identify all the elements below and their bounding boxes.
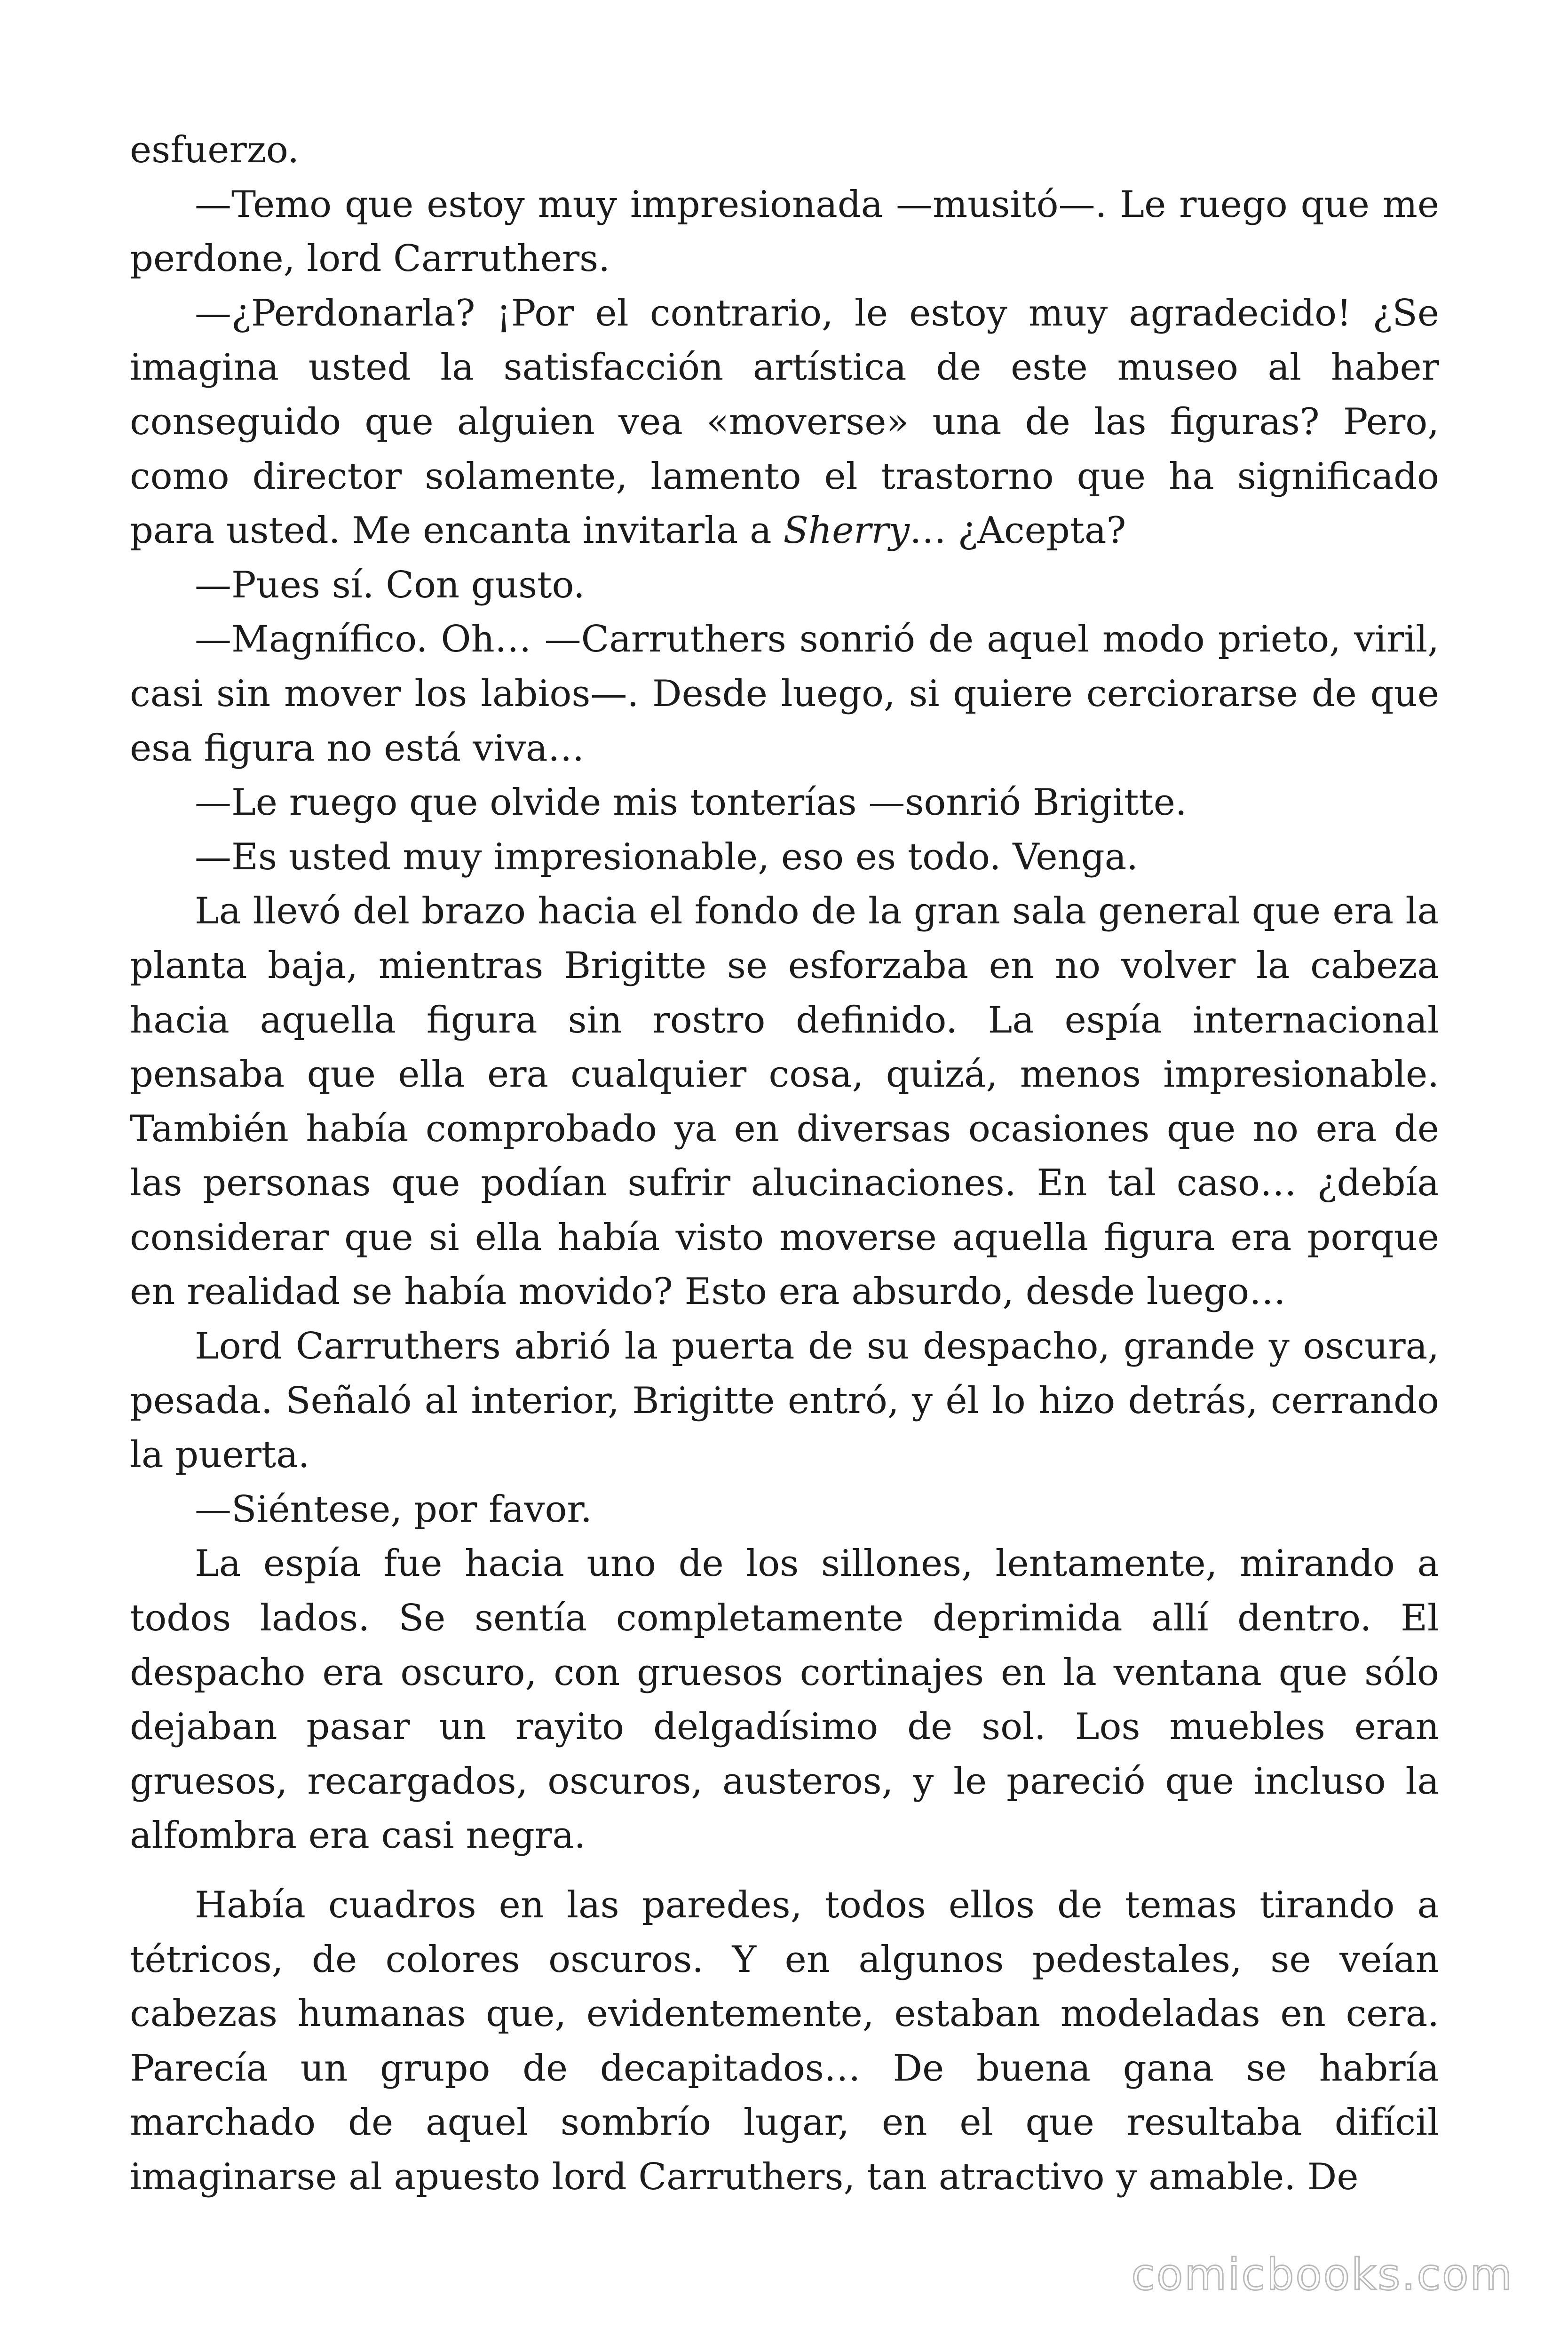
paragraph-11: La espía fue hacia uno de los sillones, lentamente, mirando a todos lados. Se sentía completamente deprimida allí dentro. El despacho era oscuro, con gruesos cortinajes en la ventana que sólo dejaban pasar un rayito delgadísimo de sol. Los muebles eran gruesos, recargados, oscuros, austeros, y le pareció que incluso la alfombra era casi negra. <box>130 1542 1439 1857</box>
body-text <box>130 123 1439 2205</box>
paragraph-5: —Magnífico. Oh… —Carruthers sonrió de aquel modo prieto, viril, casi sin mover los labios—. Desde luego, si quiere cerciorarse de que esa figura no está viva… <box>130 618 1439 770</box>
paragraph-9: Lord Carruthers abrió la puerta de su despacho, grande y oscura, pesada. Señaló al interior, Brigitte entró, y él lo hizo detrás, cerrando la puerta. <box>130 1325 1439 1477</box>
paragraph-3: —¿Perdonarla? ¡Por el contrario, le estoy muy agradecido! ¿Se imagina usted la satisfacción artística de este museo al haber conseguido que alguien vea «moverse» una de las figuras? Pero, como director solamente, lamento el trastorno que ha significado para usted. Me encanta invitarla a Sherry… ¿Acepta? <box>130 292 1439 552</box>
paragraph-6: —Le ruego que olvide mis tonterías —sonrió Brigitte. <box>195 781 1187 824</box>
paragraph-12: Había cuadros en las paredes, todos ellos de temas tirando a tétricos, de colores oscuros. Y en algunos pedestales, se veían cabezas humanas que, evidentemente, estaban modeladas en cera. Parecía un grupo de decapitados… De buena gana se habría marchado de aquel sombrío lugar, en el que resultaba difícil imaginarse al apuesto lord Carruthers, tan atractivo y amable. De <box>130 1884 1439 2198</box>
paragraph-1: esfuerzo. <box>130 129 300 171</box>
watermark: comicbooks.com <box>1131 2249 1513 2300</box>
paragraph-4: —Pues sí. Con gusto. <box>195 564 585 606</box>
paragraph-2: —Temo que estoy muy impresionada —musitó—. Le ruego que me perdone, lord Carruthers. <box>130 183 1439 280</box>
paragraph-10: —Siéntese, por favor. <box>195 1488 592 1531</box>
paragraph-7: —Es usted muy impresionable, eso es todo. Venga. <box>195 835 1139 878</box>
paragraph-8: La llevó del brazo hacia el fondo de la gran sala general que era la planta baja, mientras Brigitte se esforzaba en no volver la cabeza hacia aquella figura sin rostro definido. La espía internacional pensaba que ella era cualquier cosa, quizá, menos impresionable. También había comprobado ya en diversas ocasiones que no era de las personas que podían sufrir alucinaciones. En tal caso… ¿debía considerar que si ella había visto moverse aquella figura era porque en realidad se había movido? Esto era absurdo, desde luego… <box>130 890 1439 1313</box>
italic-word: Sherry <box>783 509 910 552</box>
